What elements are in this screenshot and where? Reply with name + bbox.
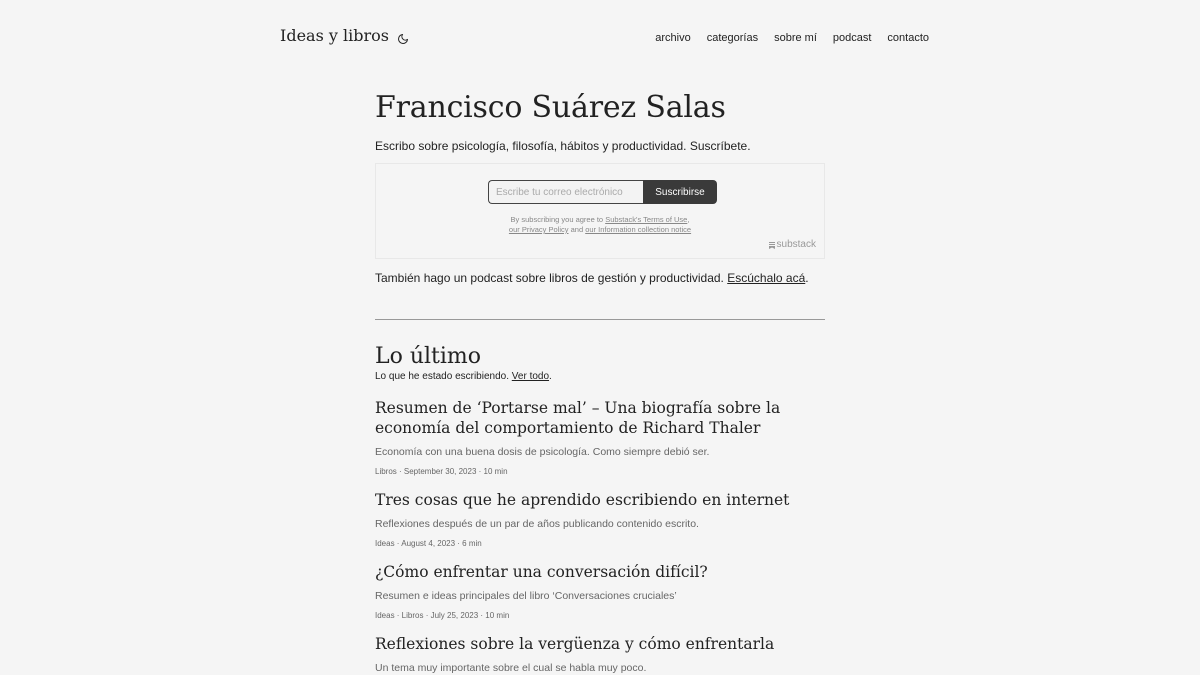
email-input[interactable] [488, 180, 643, 204]
brand-title[interactable]: Ideas y libros [280, 26, 389, 45]
substack-logo[interactable] [769, 239, 816, 250]
latest-title: Lo último [375, 344, 482, 369]
podcast-link[interactable]: Escúchalo acá [727, 271, 806, 285]
podcast-text: También hago un podcast sobre libros de gestión y productividad. [375, 271, 728, 285]
subscribe-button[interactable]: Suscribirse [643, 180, 717, 204]
moon-icon[interactable] [397, 30, 409, 42]
nav-contacto[interactable]: contacto [887, 32, 929, 44]
post-meta: Ideas · Libros · July 25, 2023 · 10 min [375, 611, 510, 620]
post-excerpt: Un tema muy importante sobre el cual se habla muy poco. [375, 662, 647, 674]
post-title[interactable]: Tres cosas que he aprendido escribiendo en internet [375, 491, 790, 509]
post-title[interactable]: ¿Cómo enfrentar una conversación difícil? [375, 563, 708, 581]
privacy-link[interactable]: our Privacy Policy [508, 225, 569, 234]
info-link[interactable]: our Information collection notice [585, 225, 692, 234]
post-meta: Libros · September 30, 2023 · 10 min [375, 467, 508, 476]
intro-text: Escribo sobre psicología, filosofía, hábitos y productividad. Suscríbete. [375, 139, 751, 153]
substack-icon [769, 241, 775, 248]
post-meta: Ideas · August 4, 2023 · 6 min [375, 539, 482, 548]
substack-logo-text: substack [776, 239, 816, 250]
post-item [375, 634, 825, 674]
latest-subtitle-text: Lo que he estado escribiendo. [375, 371, 512, 382]
nav-categorias[interactable]: categorías [706, 32, 759, 44]
podcast-end: . [805, 271, 809, 285]
terms-prefix: By subscribing you agree to [510, 215, 606, 224]
main-content [375, 90, 825, 674]
site-brand[interactable] [280, 26, 409, 45]
view-all-link[interactable]: Ver todo [511, 371, 550, 382]
post-item [375, 398, 825, 476]
post-excerpt: Economía con una buena dosis de psicología. Como siempre debió ser. [375, 446, 710, 458]
post-title[interactable]: Reflexiones sobre la vergüenza y cómo enfrentarla [375, 635, 775, 653]
terms-link[interactable]: Substack's Terms of Use [605, 215, 688, 224]
latest-subtitle-end: . [549, 371, 552, 382]
terms-sep: , [687, 215, 690, 224]
main-nav [655, 32, 929, 44]
subscribe-embed [375, 163, 825, 259]
post-title[interactable]: Resumen de ‘Portarse mal’ – Una biografía sobre la economía del comportamiento de Richard Thaler [375, 399, 781, 437]
post-excerpt: Resumen e ideas principales del libro ‘Conversaciones cruciales’ [375, 590, 677, 602]
subscribe-form [488, 180, 717, 204]
post-item [375, 490, 825, 548]
nav-archivo[interactable]: archivo [655, 32, 691, 44]
podcast-note [375, 271, 825, 285]
terms-and: and [568, 225, 586, 234]
nav-sobre-mi[interactable]: sobre mí [774, 32, 817, 44]
post-item [375, 562, 825, 620]
nav-podcast[interactable]: podcast [832, 32, 872, 44]
section-divider [375, 319, 825, 320]
page-title: Francisco Suárez Salas [375, 90, 726, 125]
latest-subtitle [375, 371, 825, 382]
subscribe-terms [376, 215, 824, 235]
post-excerpt: Reflexiones después de un par de años publicando contenido escrito. [375, 518, 699, 530]
site-header [280, 24, 929, 52]
